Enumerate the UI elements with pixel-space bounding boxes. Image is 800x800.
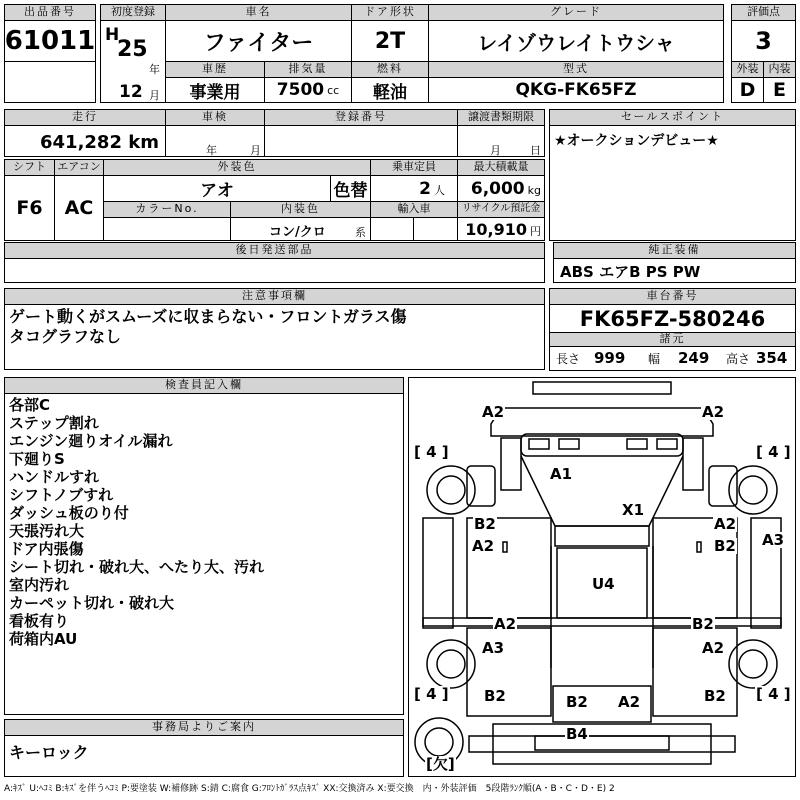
recycle-cell [457, 217, 545, 241]
reg-month: 12 [119, 82, 143, 102]
displacement-label: 排気量 [264, 61, 352, 78]
spec-label: 諸元 [549, 332, 796, 347]
capacity-unit: 人 [434, 184, 445, 197]
shift-label: シフト [4, 159, 55, 176]
genuine-label: 純正装備 [553, 242, 796, 259]
lot-number: 61011 [4, 20, 96, 62]
tire-rear-right-icon [729, 640, 777, 688]
year-unit: 年 [149, 63, 160, 76]
damage-label: A2 [702, 639, 725, 657]
first-reg-cell [100, 20, 166, 103]
spec-cell [549, 346, 796, 371]
history-value: 事業用 [165, 77, 265, 103]
vehicle-name: ファイター [165, 20, 352, 62]
intcolor-cell [230, 217, 371, 241]
colorno-label: カラーNo. [103, 201, 231, 218]
regno-cell [264, 125, 458, 157]
mileage-label: 走行 [4, 109, 166, 126]
legend: A:ｷｽﾞ U:ﾍｺﾐ B:ｷｽﾞを伴うﾍｺﾐ P:要塗装 W:補修跡 S:錆 C:腐食 G:ﾌﾛﾝﾄｶﾞﾗｽ点ｷｽﾞ XX:交換済み X:要交換 内・外装評価 5段階ﾗﾝｸ順(A・B・C・D・E) 2 [4, 784, 615, 794]
inspector-notes: 各部C ステップ割れ エンジン廻りオイル漏れ 下廻りS ハンドルすれ シフトノブすれ ダッシュ板のり付 天張汚れ大 ドア内張傷 シート切れ・破れ大、へたり大、汚れ 室内汚れ カーペット切れ・破れ大 看板有り 荷箱内AU [4, 393, 404, 715]
mileage-value: 641,282 [40, 132, 122, 153]
tire-front-left-icon [427, 466, 475, 514]
damage-label: B4 [566, 725, 588, 743]
recycle-label: リサイクル預託金 [457, 201, 545, 218]
mileage-cell [4, 125, 166, 157]
tire-front-right-icon [729, 466, 777, 514]
damage-label: A1 [550, 465, 573, 483]
exterior-label: 外装 [731, 61, 764, 78]
interior-label: 内装 [763, 61, 796, 78]
tire-depth-rear-right: [ 4 ] [756, 685, 791, 703]
color-label: 外装色 [103, 159, 371, 176]
length-label: 長さ [556, 352, 581, 366]
caution-notes: ゲート動くがスムーズに収まらない・フロントガラス傷 タコグラフなし [4, 304, 545, 370]
inspection-month-unit: 月 [250, 144, 261, 157]
tire-depth-front-right: [ 4 ] [756, 443, 791, 461]
displacement-unit: cc [327, 83, 340, 97]
shift-value: F6 [4, 175, 55, 241]
recycle-value: 10,910 [465, 220, 527, 239]
genuine-equipment: ABS エアB PS PW [553, 258, 796, 283]
import-label: 輸入車 [370, 201, 458, 218]
grade-label: グレード [428, 4, 724, 21]
import-cell-b [413, 217, 458, 241]
exterior-grade: D [731, 77, 764, 103]
load-label: 最大積載量 [457, 159, 545, 176]
damage-label: B2 [704, 687, 726, 705]
color-change: 色替 [330, 175, 371, 202]
inspection-label: 車検 [165, 109, 265, 126]
load-cell [457, 175, 545, 202]
damage-label: B2 [566, 693, 588, 711]
lot-blank [4, 61, 96, 103]
damage-label: A3 [762, 531, 785, 549]
model-label: 型式 [428, 61, 724, 78]
damage-label: A2 [494, 615, 517, 633]
transfer-label: 譲渡書類期限 [457, 109, 545, 126]
damage-label: A3 [482, 639, 505, 657]
fuel-value: 軽油 [351, 77, 429, 103]
damage-label: A2 [618, 693, 641, 711]
damage-label: B2 [692, 615, 714, 633]
displacement-value: 7500 [276, 80, 325, 100]
recycle-unit: 円 [530, 225, 541, 238]
transfer-cell [457, 125, 545, 157]
name-label: 車名 [165, 4, 352, 21]
damage-diagram [408, 377, 796, 777]
chassis-number: FK65FZ-580246 [549, 304, 796, 333]
inspection-cell [165, 125, 265, 157]
regno-label: 登録番号 [264, 109, 458, 126]
transfer-month-unit: 月 [490, 144, 501, 157]
model-value: QKG-FK65FZ [428, 77, 724, 103]
intcolor-value: コン/クロ [269, 225, 326, 240]
transfer-day-unit: 日 [530, 144, 541, 157]
tire-depth-front-left: [ 4 ] [414, 443, 449, 461]
damage-label: B2 [474, 515, 496, 533]
import-cell-a [370, 217, 414, 241]
height-label: 高さ [726, 352, 751, 366]
inspector-label: 検査員記入欄 [4, 377, 404, 394]
mileage-unit: km [128, 132, 159, 153]
intcolor-unit: 系 [355, 226, 366, 239]
tire-rear-left-icon [427, 640, 475, 688]
intcolor-label: 内装色 [230, 201, 371, 218]
reg-year: 25 [117, 37, 148, 62]
capacity-value: 2 [419, 179, 431, 199]
load-value: 6,000 [470, 179, 525, 199]
era: H [105, 25, 120, 45]
damage-label: B2 [714, 537, 736, 555]
capacity-cell [370, 175, 458, 202]
sales-label: セールスポイント [549, 109, 796, 126]
grade-value: レイゾウレイトウシャ [428, 20, 724, 62]
damage-label: B2 [484, 687, 506, 705]
first-reg-label: 初度登録 [100, 4, 166, 21]
damage-label: A2 [714, 515, 737, 533]
door-value: 2T [351, 20, 429, 62]
damage-label: A2 [472, 537, 495, 555]
load-unit: kg [527, 184, 541, 197]
office-label: 事務局よりご案内 [4, 719, 404, 736]
month-unit: 月 [149, 89, 160, 102]
damage-label: U4 [592, 575, 615, 593]
office-notice: キーロック [4, 735, 404, 777]
width-label: 幅 [648, 352, 661, 366]
score-value: 3 [731, 20, 796, 62]
sales-point: ★オークションデビュー★ [549, 125, 796, 241]
spare-tire-status: [欠] [426, 755, 455, 773]
damage-label: A2 [702, 403, 725, 421]
chassis-label: 車台番号 [549, 288, 796, 305]
tire-depth-rear-left: [ 4 ] [414, 685, 449, 703]
ac-value: AC [54, 175, 104, 241]
caution-label: 注意事項欄 [4, 288, 545, 305]
ac-label: エアコン [54, 159, 104, 176]
inspection-year-unit: 年 [206, 144, 217, 157]
later-parts-cell [4, 258, 545, 283]
width-value: 249 [678, 349, 710, 367]
displacement-cell [264, 77, 352, 103]
history-label: 車歴 [165, 61, 265, 78]
interior-grade: E [763, 77, 796, 103]
color-value: アオ [103, 175, 331, 202]
later-parts-label: 後日発送部品 [4, 242, 545, 259]
fuel-label: 燃料 [351, 61, 429, 78]
colorno-cell [103, 217, 231, 241]
length-value: 999 [594, 349, 626, 367]
damage-label: X1 [622, 501, 645, 519]
capacity-label: 乗車定員 [370, 159, 458, 176]
damage-label: A2 [482, 403, 505, 421]
height-value: 354 [756, 349, 788, 367]
door-label: ドア形状 [351, 4, 429, 21]
score-label: 評価点 [731, 4, 796, 21]
lot-label: 出品番号 [4, 4, 96, 21]
